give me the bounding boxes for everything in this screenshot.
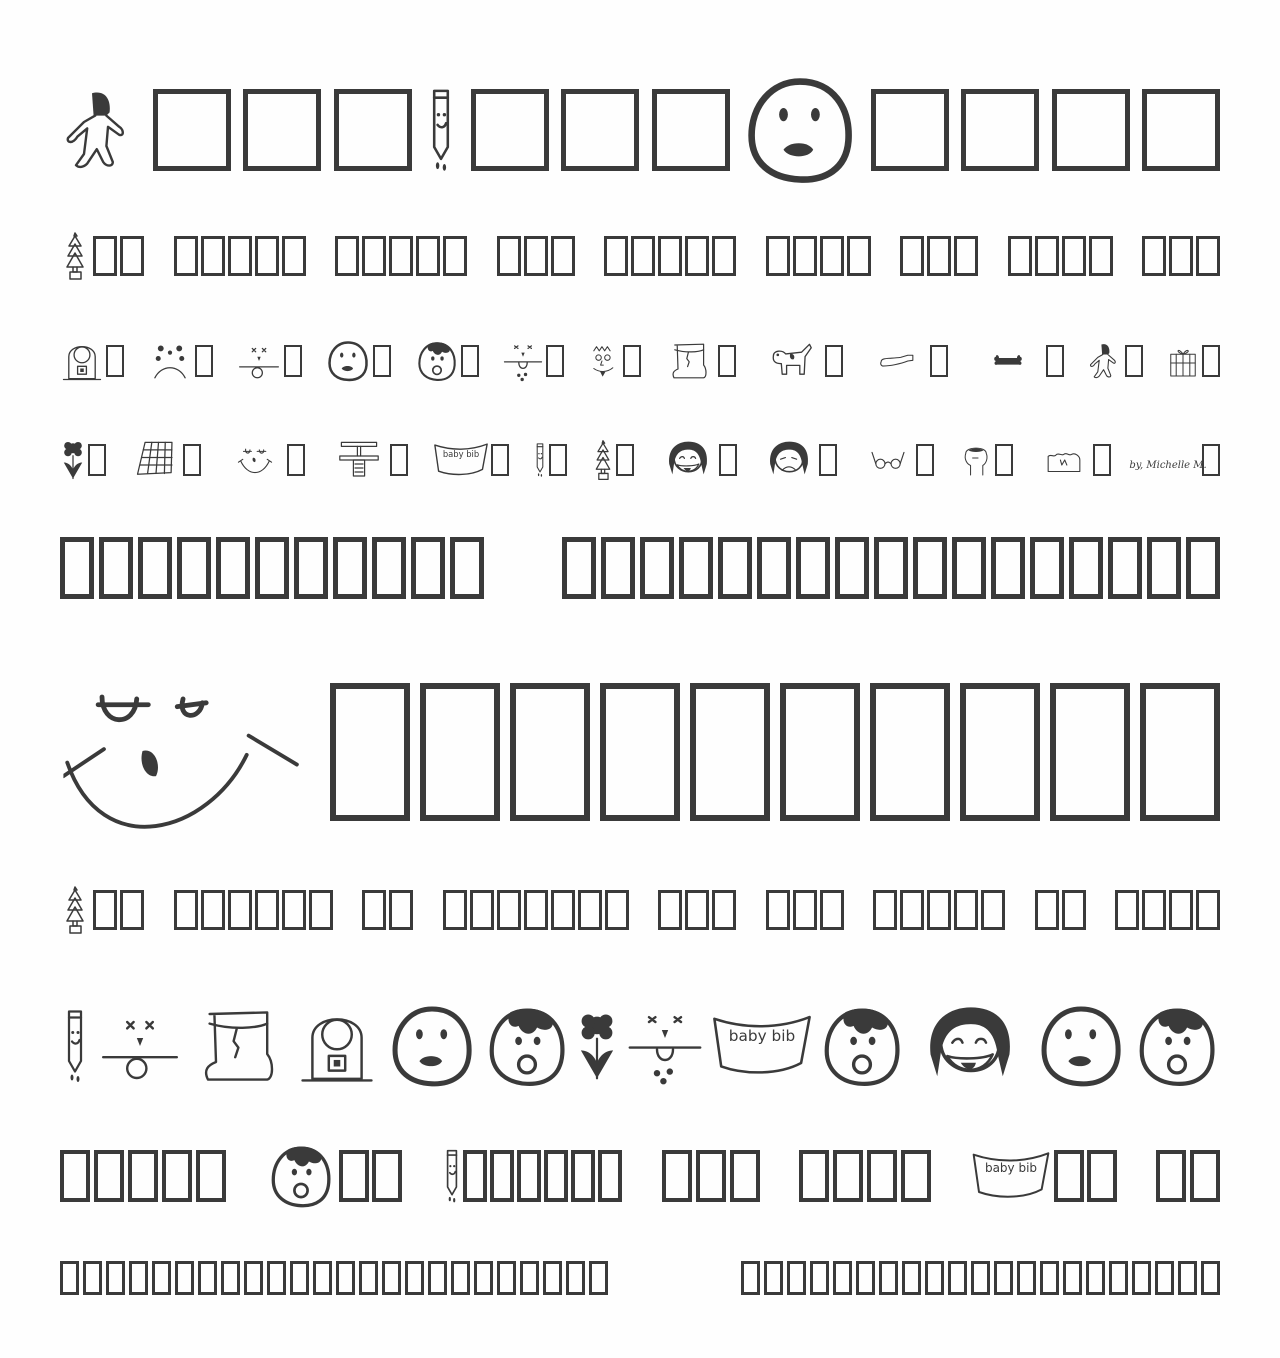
glyph-word <box>662 1150 760 1202</box>
dots-face-icon <box>625 1004 705 1088</box>
glyph-word <box>1008 236 1113 276</box>
missing-glyph <box>1178 1261 1197 1295</box>
missing-glyph <box>1050 683 1130 821</box>
missing-glyph <box>601 537 635 599</box>
baby-bib-icon <box>433 441 489 479</box>
plaid-blanket-icon <box>131 439 181 481</box>
missing-glyph <box>640 537 674 599</box>
missing-glyph <box>198 1261 217 1295</box>
missing-glyph <box>1030 537 1064 599</box>
missing-glyph <box>799 1150 829 1202</box>
sad-face-icon <box>147 340 193 382</box>
laughing-girl-icon <box>912 1004 1028 1088</box>
missing-glyph <box>405 1261 424 1295</box>
glyph-word <box>766 236 871 276</box>
missing-glyph <box>810 1261 829 1295</box>
missing-glyph <box>796 537 830 599</box>
missing-glyph <box>1196 890 1220 930</box>
missing-glyph <box>793 890 817 930</box>
glyph-word <box>562 537 1220 599</box>
bib-label: baby bib <box>984 1161 1037 1175</box>
missing-glyph <box>1169 890 1193 930</box>
missing-glyph <box>879 1261 898 1295</box>
girl-icon <box>1087 339 1123 383</box>
missing-glyph <box>1186 537 1220 599</box>
hair-face-icon <box>415 340 459 382</box>
missing-glyph <box>60 1150 90 1202</box>
glyph-word <box>1035 890 1086 930</box>
missing-glyph <box>900 890 924 930</box>
missing-glyph <box>490 1150 514 1202</box>
missing-glyph <box>1086 1261 1105 1295</box>
cow-icon <box>759 339 823 383</box>
missing-glyph <box>994 1261 1013 1295</box>
pipe-icon <box>866 343 928 379</box>
missing-glyph <box>120 236 144 276</box>
missing-glyph <box>1142 89 1220 171</box>
bib-label: baby bib <box>729 1026 796 1045</box>
glyph-word <box>1156 1150 1220 1202</box>
missing-glyph <box>690 683 770 821</box>
boot-icon <box>190 1006 290 1086</box>
missing-glyph <box>244 1261 263 1295</box>
missing-glyph <box>679 537 713 599</box>
missing-glyph <box>757 537 791 599</box>
missing-glyph <box>696 1150 726 1202</box>
missing-glyph <box>902 1261 921 1295</box>
missing-glyph <box>543 1261 562 1295</box>
signature-label: by, Michelle M. <box>1129 460 1207 471</box>
hair-face-icon <box>1134 1004 1220 1088</box>
pangram-row-1 <box>60 228 1220 284</box>
missing-glyph <box>177 537 211 599</box>
missing-glyph <box>474 1261 493 1295</box>
tree-icon <box>60 231 90 281</box>
missing-glyph <box>833 1261 852 1295</box>
missing-glyph <box>1155 1261 1174 1295</box>
bone-icon <box>972 346 1044 376</box>
missing-glyph <box>517 1150 541 1202</box>
bib-label: baby bib <box>442 449 479 460</box>
missing-glyph <box>764 1261 783 1295</box>
title-row <box>60 70 1220 190</box>
missing-glyph <box>835 537 869 599</box>
missing-glyph <box>605 890 629 930</box>
missing-glyph <box>712 890 736 930</box>
missing-glyph <box>566 1261 585 1295</box>
hair-face-icon <box>266 1143 336 1209</box>
dingbat-row-1 <box>60 334 1220 388</box>
glyph-word <box>497 236 575 276</box>
missing-glyph <box>1115 890 1139 930</box>
missing-glyph <box>1052 89 1130 171</box>
tongue-face-icon <box>236 340 282 382</box>
missing-glyph <box>99 537 133 599</box>
missing-glyph <box>981 890 1005 930</box>
doodle-face-icon <box>587 339 621 383</box>
glyph-word <box>604 236 736 276</box>
picture-row <box>60 1000 1220 1092</box>
hair-face-icon <box>819 1004 905 1088</box>
missing-glyph <box>960 683 1040 821</box>
missing-glyph <box>820 890 844 930</box>
glyph-word <box>330 683 1220 821</box>
missing-glyph <box>952 537 986 599</box>
missing-glyph <box>598 1150 622 1202</box>
missing-glyph <box>520 1261 539 1295</box>
missing-glyph <box>228 890 252 930</box>
missing-glyph <box>871 89 949 171</box>
glyph-word <box>60 1261 608 1295</box>
small-glyph-row <box>60 1256 1220 1300</box>
missing-glyph <box>551 890 575 930</box>
missing-glyph <box>93 236 117 276</box>
boot-icon <box>664 341 716 381</box>
missing-glyph <box>1140 683 1220 821</box>
missing-glyph <box>961 89 1039 171</box>
smile-face-icon <box>225 442 285 478</box>
missing-glyph <box>152 1261 171 1295</box>
missing-glyph <box>94 1150 124 1202</box>
glyph-word <box>60 1150 226 1202</box>
pencil-icon <box>533 439 547 481</box>
glyph-word <box>799 1150 931 1202</box>
glyph-word <box>443 890 629 930</box>
missing-glyph <box>294 537 328 599</box>
girl-icon <box>60 75 140 185</box>
missing-glyph <box>971 1261 990 1295</box>
missing-glyph <box>267 1261 286 1295</box>
missing-glyph <box>730 1150 760 1202</box>
missing-glyph <box>428 1261 447 1295</box>
face-icon <box>1034 1004 1128 1088</box>
missing-glyph <box>221 1261 240 1295</box>
missing-glyph <box>420 683 500 821</box>
glasses-icon <box>862 441 914 479</box>
missing-glyph <box>1109 1261 1128 1295</box>
missing-glyph <box>874 537 908 599</box>
big-smile-face-icon <box>60 670 308 834</box>
missing-glyph <box>1142 890 1166 930</box>
missing-glyph <box>1201 1261 1220 1295</box>
missing-glyph <box>382 1261 401 1295</box>
missing-glyph <box>524 890 548 930</box>
flower-icon <box>60 439 86 481</box>
glyph-word <box>873 890 1005 930</box>
missing-glyph <box>470 890 494 930</box>
missing-glyph <box>255 890 279 930</box>
missing-glyph <box>128 1150 158 1202</box>
tree-icon <box>60 885 90 935</box>
missing-glyph <box>856 1261 875 1295</box>
mixed-row <box>60 1140 1220 1212</box>
missing-glyph <box>571 1150 595 1202</box>
missing-glyph <box>216 537 250 599</box>
missing-glyph <box>1132 1261 1151 1295</box>
missing-glyph <box>766 890 790 930</box>
missing-glyph <box>333 537 367 599</box>
missing-glyph <box>1147 537 1181 599</box>
baby-bib-icon <box>971 1149 1051 1203</box>
pencil-icon <box>424 75 458 185</box>
glyph-word <box>174 236 306 276</box>
missing-glyph <box>562 537 596 599</box>
missing-glyph <box>138 537 172 599</box>
missing-glyph <box>1069 537 1103 599</box>
missing-glyph <box>561 89 639 171</box>
pangram-row-2 <box>60 882 1220 938</box>
missing-glyph <box>83 1261 102 1295</box>
face-icon <box>385 1004 479 1088</box>
missing-glyph <box>471 89 549 171</box>
missing-glyph <box>1156 1150 1186 1202</box>
missing-glyph <box>290 1261 309 1295</box>
missing-glyph <box>129 1261 148 1295</box>
missing-glyph <box>780 683 860 821</box>
glyph-word <box>658 890 736 930</box>
pencil-icon <box>60 1001 90 1091</box>
missing-glyph <box>201 890 225 930</box>
dingbat-row-2 <box>60 434 1220 486</box>
missing-glyph <box>991 537 1025 599</box>
grumpy-girl-icon <box>761 440 817 480</box>
hair-face-icon <box>485 1004 569 1088</box>
missing-glyph <box>544 1150 568 1202</box>
missing-glyph <box>1063 1261 1082 1295</box>
tongue-face-icon <box>96 1006 184 1086</box>
hat-face-icon <box>959 439 993 481</box>
missing-glyph <box>153 89 231 171</box>
missing-glyph <box>497 890 521 930</box>
missing-glyph <box>658 890 682 930</box>
missing-glyph <box>901 1150 931 1202</box>
missing-glyph <box>873 890 897 930</box>
glyph-word <box>900 236 978 276</box>
flower-icon <box>575 1004 619 1088</box>
missing-glyph <box>60 1261 79 1295</box>
sign-icon <box>330 440 388 480</box>
glyph-word <box>1115 890 1220 930</box>
missing-glyph <box>718 537 752 599</box>
missing-glyph <box>451 1261 470 1295</box>
missing-glyph <box>174 890 198 930</box>
missing-glyph <box>1035 890 1059 930</box>
missing-glyph <box>1040 1261 1059 1295</box>
missing-glyph <box>336 1261 355 1295</box>
glyph-word <box>1142 236 1220 276</box>
gift-icon <box>1166 340 1200 382</box>
missing-glyph <box>1062 890 1086 930</box>
missing-glyph <box>359 1261 378 1295</box>
glyph-word <box>60 537 484 599</box>
glyph-word <box>362 890 413 930</box>
missing-glyph <box>685 890 709 930</box>
missing-glyph <box>870 683 950 821</box>
missing-glyph <box>1017 1261 1036 1295</box>
missing-glyph <box>60 537 94 599</box>
crown-icon <box>1037 442 1091 478</box>
missing-glyph <box>196 1150 226 1202</box>
missing-glyph <box>313 1261 332 1295</box>
glyph-word <box>741 1261 1220 1295</box>
missing-glyph <box>510 683 590 821</box>
missing-glyph <box>411 537 445 599</box>
missing-glyph <box>652 89 730 171</box>
missing-glyph <box>589 1261 608 1295</box>
missing-glyph <box>309 890 333 930</box>
missing-glyph <box>954 890 978 930</box>
tree-icon <box>592 439 614 481</box>
missing-glyph <box>463 1150 487 1202</box>
missing-glyph <box>372 537 406 599</box>
clock-icon <box>296 1004 378 1088</box>
missing-glyph <box>787 1261 806 1295</box>
missing-glyph <box>106 1261 125 1295</box>
face-icon <box>742 75 858 185</box>
missing-glyph <box>443 890 467 930</box>
missing-glyph <box>1190 1150 1220 1202</box>
missing-glyph <box>282 890 306 930</box>
glyph-word <box>174 890 333 930</box>
dots-face-icon <box>502 340 544 382</box>
missing-glyph <box>913 537 947 599</box>
missing-glyph <box>243 89 321 171</box>
laughing-girl-icon <box>659 440 717 480</box>
clock-icon <box>60 339 104 383</box>
missing-glyph <box>162 1150 192 1202</box>
signature-icon <box>1129 442 1207 478</box>
missing-glyph <box>948 1261 967 1295</box>
missing-glyph <box>578 890 602 930</box>
missing-glyph <box>389 890 413 930</box>
missing-glyph <box>334 89 412 171</box>
glyph-word <box>766 890 844 930</box>
missing-glyph <box>450 537 484 599</box>
missing-glyph <box>833 1150 863 1202</box>
missing-glyph <box>330 683 410 821</box>
missing-glyph <box>741 1261 760 1295</box>
missing-glyph <box>600 683 680 821</box>
missing-glyph <box>925 1261 944 1295</box>
pencil-icon <box>441 1143 463 1209</box>
glyph-word <box>335 236 467 276</box>
missing-glyph <box>1108 537 1142 599</box>
baby-bib-icon <box>711 1011 813 1081</box>
missing-glyph <box>867 1150 897 1202</box>
missing-glyph <box>255 537 289 599</box>
missing-glyph <box>175 1261 194 1295</box>
missing-glyph <box>362 890 386 930</box>
missing-glyph <box>927 890 951 930</box>
missing-glyph <box>497 1261 516 1295</box>
missing-glyph <box>662 1150 692 1202</box>
smile-heading-row <box>60 670 1220 834</box>
glyph-row-large <box>60 530 1220 606</box>
face-icon <box>325 340 371 382</box>
